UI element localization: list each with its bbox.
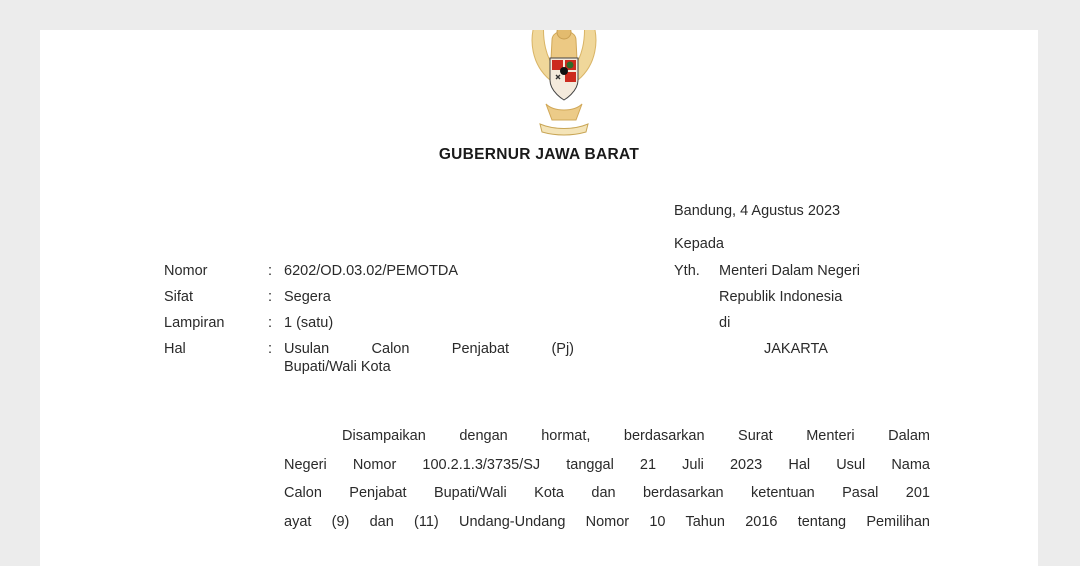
meta-label-lampiran: Lampiran xyxy=(164,315,225,331)
recipient-line3: di xyxy=(719,315,731,331)
meta-sep: : xyxy=(268,263,273,279)
body-line: Calon Penjabat Bupati/Wali Kota dan berdasarkan ketentuan Pasal 201 xyxy=(284,485,930,501)
recipient-line2: Republik Indonesia xyxy=(719,289,843,305)
meta-sep: : xyxy=(268,315,273,331)
body-line: ayat (9) dan (11) Undang-Undang Nomor 10 Tahun 2016 tentang Pemilihan xyxy=(284,513,930,530)
meta-value-lampiran: 1 (satu) xyxy=(284,315,334,331)
place-date: Bandung, 4 Agustus 2023 xyxy=(674,203,841,219)
garuda-emblem xyxy=(506,30,622,140)
meta-sep: : xyxy=(268,289,273,305)
recipient-city: JAKARTA xyxy=(764,341,828,357)
meta-label-nomor: Nomor xyxy=(164,263,208,279)
recipient-kepada: Kepada xyxy=(674,236,724,252)
letter-heading: GUBERNUR JAWA BARAT xyxy=(438,146,640,163)
meta-value-sifat: Segera xyxy=(284,289,331,305)
body-paragraph xyxy=(284,422,930,536)
meta-label-sifat: Sifat xyxy=(164,289,194,305)
recipient-yth: Yth. xyxy=(674,263,700,279)
meta-value-nomor: 6202/OD.03.02/PEMOTDA xyxy=(284,263,459,279)
letter-page xyxy=(40,30,1038,566)
recipient-line1: Menteri Dalam Negeri xyxy=(719,263,861,279)
body-line: Disampaikan dengan hormat, berdasarkan Surat Menteri Dalam xyxy=(342,428,930,444)
meta-value-hal-line2: Bupati/Wali Kota xyxy=(284,359,391,375)
body-line: Negeri Nomor 100.2.1.3/3735/SJ tanggal 21 Juli 2023 Hal Usul Nama xyxy=(284,456,930,473)
meta-sep: : xyxy=(268,341,273,357)
meta-label-hal: Hal xyxy=(164,341,186,357)
meta-value-hal: Usulan Calon Penjabat (Pj) xyxy=(284,341,574,357)
